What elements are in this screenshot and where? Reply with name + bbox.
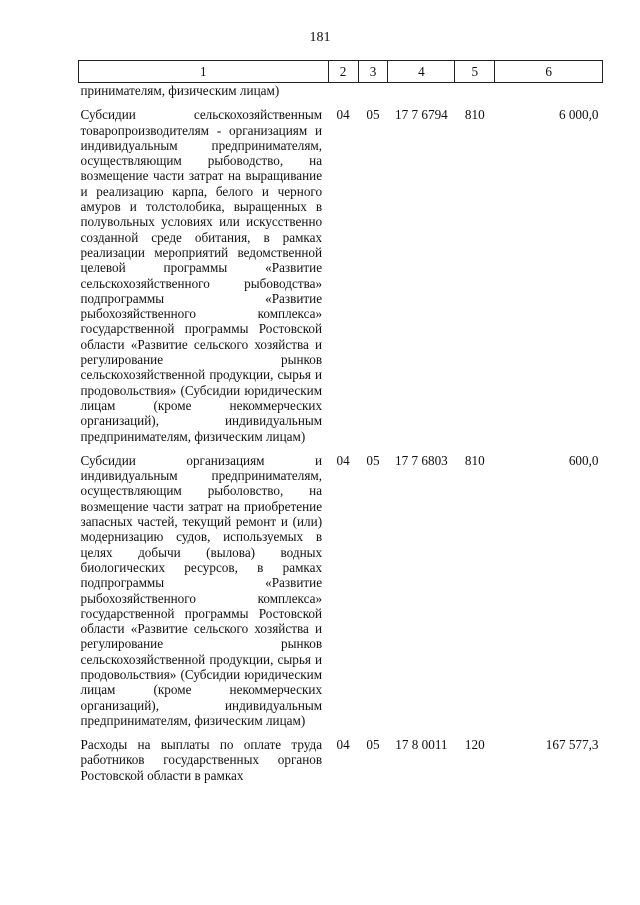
row-csr: 17 7 6794 [395, 107, 448, 123]
table-row [79, 107, 603, 444]
column-header-2: 2 [328, 61, 358, 83]
row-amount: 600,0 [568, 452, 599, 468]
table-body [79, 83, 603, 784]
row-rz: 04 [336, 452, 350, 468]
row-vr: 120 [464, 737, 485, 753]
row-pr: 05 [366, 737, 380, 753]
column-header-4: 4 [388, 61, 455, 83]
page-number: 181 [309, 30, 331, 45]
header-row [79, 61, 603, 83]
row-rz: 04 [336, 107, 350, 123]
continuation-row [79, 83, 603, 99]
row-amount: 167 577,3 [545, 737, 599, 753]
column-header-3: 3 [358, 61, 388, 83]
row-description: Субсидии организациям и индивидуальным предпринимателям, осуществляющим рыболовство, на возмещение части затрат на приобретение запасных частей, текущий ремонт и (или) модернизацию судов, используемых в целях добычи (вылова) водных биологических ресурсов, в рамках подпрограммы «Развитие рыбохозяйственного комплекса» государственной программы Ростовской области «Развитие сельского хозяйства и регулирование рынков сельскохозяйственной продукции, сырья и продовольствия» (Субсидии юридическим лицам (кроме некоммерческих организаций), индивидуальным предпринимателям, физическим лицам) [80, 452, 323, 728]
row-pr: 05 [366, 452, 380, 468]
row-csr: 17 7 6803 [395, 452, 448, 468]
column-header-1: 1 [79, 61, 329, 83]
row-description: Субсидии сельскохозяйственным товаропроизводителям - организациям и индивидуальным предпринимателям, осуществляющим рыбоводство, на возмещение части затрат на выращивание и реализацию карпа, белого и черного амуров и толстолобика, выращенных в полувольных условиях или искусственно созданной среде обитания, в рамках реализации мероприятий ведомственной целевой программы «Развитие сельскохозяйственного рыбоводства» подпрограммы «Развитие рыбохозяйственного комплекса» государственной программы Ростовской области «Развитие сельского хозяйства и регулирование рынков сельскохозяйственной продукции, сырья и продовольствия» (Субсидии юридическим лицам (кроме некоммерческих организаций), индивидуальным предпринимателям, физическим лицам) [80, 107, 323, 444]
row-vr: 810 [464, 452, 485, 468]
row-rz: 04 [336, 737, 350, 753]
row-description: Расходы на выплаты по оплате труда работников государственных органов Ростовской области в рамках [80, 737, 323, 783]
table-row [79, 453, 603, 728]
column-header-5: 5 [455, 61, 495, 83]
budget-table [78, 60, 603, 783]
row-csr: 17 8 0011 [395, 737, 448, 753]
row-amount: 6 000,0 [558, 107, 599, 123]
table-row [79, 737, 603, 783]
row-vr: 810 [464, 107, 485, 123]
table-header [79, 61, 603, 83]
continuation-text: принимателям, физическим лицам) [80, 83, 280, 98]
row-pr: 05 [366, 107, 380, 123]
column-header-6: 6 [495, 61, 603, 83]
